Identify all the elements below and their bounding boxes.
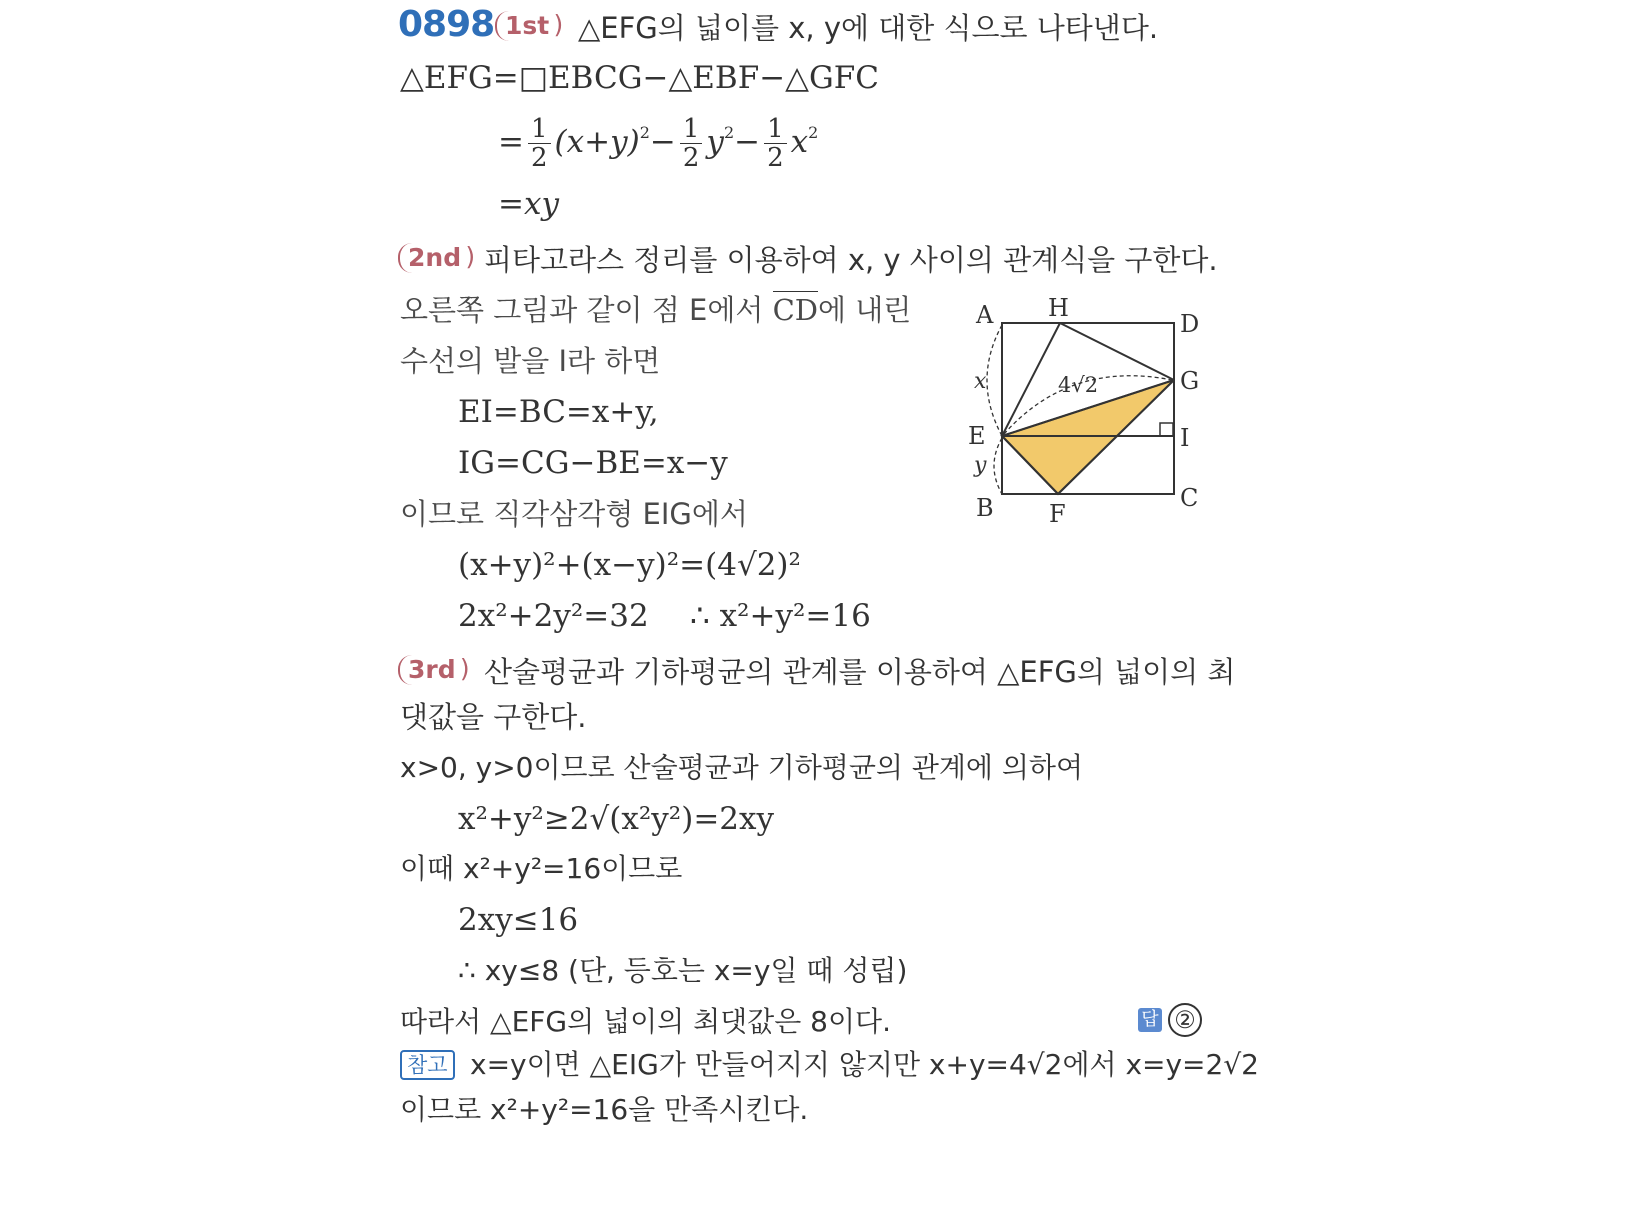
step2-text1: 오른쪽 그림과 같이 점 E에서 CD에 내린 xyxy=(400,293,912,327)
step3-heading-line2: 댓값을 구한다. xyxy=(400,700,587,734)
step2-eq2: IG=CG−BE=x−y xyxy=(458,445,728,481)
step2-eq4a: 2x²+2y²=32 xyxy=(458,598,649,634)
label-diagonal: 4√2 xyxy=(1058,373,1099,397)
label-h: H xyxy=(1048,294,1069,322)
term-y: y xyxy=(706,124,724,160)
fraction-half-1: $\frac{1}{2}$ xyxy=(528,115,551,172)
segment-hg xyxy=(1060,323,1174,380)
label-g: G xyxy=(1180,367,1200,395)
answer-choice: ② xyxy=(1168,1003,1202,1037)
label-x: x xyxy=(974,369,987,394)
label-a: A xyxy=(976,301,994,329)
step3-eq2: 2xy≤16 xyxy=(458,902,579,938)
note-line1: x=y이면 △EIG가 만들어지지 않지만 x+y=4√2에서 x=y=2√2 xyxy=(470,1048,1259,1081)
label-i: I xyxy=(1180,424,1190,452)
step2-eq3: (x+y)²+(x−y)²=(4√2)² xyxy=(458,547,801,583)
step1-result: =xy xyxy=(498,186,559,222)
label-b: B xyxy=(976,494,994,522)
step3-heading-line1: 산술평균과 기하평균의 관계를 이용하여 △EFG의 넓이의 최 xyxy=(484,655,1236,689)
step3-text1: x>0, y>0이므로 산술평균과 기하평균의 관계에 의하여 xyxy=(400,751,1084,784)
step2-text3: 이므로 직각삼각형 EIG에서 xyxy=(400,497,748,531)
step2-text2: 수선의 발을 I라 하면 xyxy=(400,344,661,378)
step3-eq1: x²+y²≥2√(x²y²)=2xy xyxy=(458,801,775,837)
term-x-plus-y: (x+y) xyxy=(554,124,640,160)
step3-eq3: ∴ xy≤8 (단, 등호는 x=y일 때 성립) xyxy=(458,954,908,987)
fraction-half-3: $\frac{1}{2}$ xyxy=(764,115,787,172)
label-d: D xyxy=(1180,310,1200,338)
equals-sign: = xyxy=(498,124,524,160)
label-e: E xyxy=(968,422,986,450)
step1-expansion: = $\frac{1}{2}$ $(x+y)^2-$ $\frac{1}{2}$ $y^2-$ $\frac{1}{2}$ $x^2$ xyxy=(498,114,819,173)
term-x: x xyxy=(790,124,809,160)
fraction-half-2: $\frac{1}{2}$ xyxy=(680,115,703,172)
arc-y xyxy=(994,438,1002,494)
step3-tag: 3rd ) xyxy=(398,655,466,685)
arc-x xyxy=(987,325,1002,436)
step1-area-equation: △EFG=□EBCG−△EBF−△GFC xyxy=(400,60,880,96)
problem-number: 0898 xyxy=(398,4,495,45)
step1-heading: △EFG의 넓이를 x, y에 대한 식으로 나타낸다. xyxy=(578,11,1159,45)
label-c: C xyxy=(1180,484,1199,512)
step2-eq1: EI=BC=x+y, xyxy=(458,394,659,430)
segment-cd: CD xyxy=(772,293,819,327)
step3-text2: 이때 x²+y²=16이므로 xyxy=(400,852,683,885)
answer-label: 답 xyxy=(1138,1008,1162,1032)
right-angle-mark xyxy=(1160,423,1173,436)
square-figure xyxy=(960,290,1220,530)
step2-heading: 피타고라스 정리를 이용하여 x, y 사이의 관계식을 구한다. xyxy=(484,243,1218,277)
note-tag: 참고 xyxy=(400,1050,455,1080)
label-y: y xyxy=(974,453,987,478)
step2-tag: 2nd ) xyxy=(398,243,471,273)
label-f: F xyxy=(1049,500,1066,528)
step3-conclusion: 따라서 △EFG의 넓이의 최댓값은 8이다. xyxy=(400,1005,891,1038)
note-line2: 이므로 x²+y²=16을 만족시킨다. xyxy=(400,1093,809,1126)
step2-eq4b: ∴ x²+y²=16 xyxy=(690,598,871,634)
step1-tag: 1st ) xyxy=(495,11,559,41)
